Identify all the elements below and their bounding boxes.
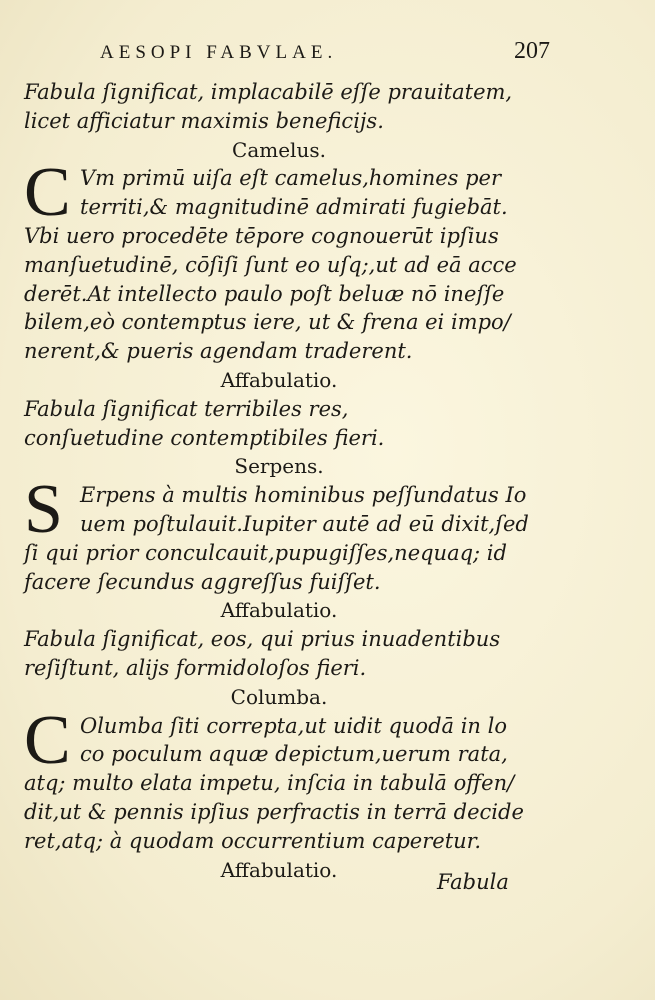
running-title: AESOPI FABVLAE. bbox=[100, 42, 338, 63]
line-text: Olumba ſiti correpta,ut uidit quodā in lo bbox=[80, 713, 507, 738]
text-line: manſuetudinē, cōſiſi ſunt eo uſq;,ut ad eā acce bbox=[24, 252, 517, 277]
drop-cap: S bbox=[24, 471, 63, 549]
line-text: territi,& magnitudinē admirati fugiebāt. bbox=[80, 195, 508, 220]
text-line bbox=[24, 510, 534, 539]
fable-heading: Columba. bbox=[230, 684, 328, 709]
text-line: bilem,eò contemptus iere, ut & frena ei impo/ bbox=[24, 310, 511, 335]
text-line: conſuetudine contemptibiles fieri. bbox=[24, 425, 385, 450]
fable-heading: Affabulatio. bbox=[220, 857, 338, 882]
catchword: Fabula bbox=[437, 870, 509, 894]
line-text: Erpens à multis hominibus peſſundatus Io bbox=[80, 483, 527, 508]
text-line bbox=[24, 740, 534, 769]
line-text: Vm primū uiſa eſt camelus,homines per bbox=[80, 166, 502, 191]
text-line: ſi qui prior conculcauit,pupugiſſes,nequaq; id bbox=[24, 540, 507, 565]
text-line: derēt.At intellecto paulo poſt beluæ nō ineſſe bbox=[24, 281, 505, 306]
text-line: Fabula ſignificat terribiles res, bbox=[24, 396, 349, 421]
text-block bbox=[24, 78, 534, 884]
text-line: Vbi uero procedēte tēpore cognouerūt ipſius bbox=[24, 223, 499, 248]
line-text: uem poſtulauit.Iupiter autē ad eū dixit,ſed bbox=[80, 511, 529, 536]
text-line: ret,atq; à quodam occurrentium caperetur. bbox=[24, 828, 482, 853]
fable-heading: Affabulatio. bbox=[220, 598, 338, 623]
fable-heading: Serpens. bbox=[234, 454, 324, 479]
line-text: co poculum aquæ depictum,uerum rata, bbox=[80, 742, 508, 767]
text-line: Fabula ſignificat, implacabilē eſſe prauitatem, bbox=[24, 80, 513, 104]
text-line: facere ſecundus aggreſſus fuiſſet. bbox=[24, 569, 381, 594]
text-line: nerent,& pueris agendam traderent. bbox=[24, 339, 413, 364]
fable-heading: Affabulatio. bbox=[220, 367, 338, 392]
text-line: Fabula ſignificat, eos, qui prius inuadentibus bbox=[24, 627, 501, 652]
page-number: 207 bbox=[514, 38, 550, 64]
text-line: dit,ut & pennis ipſius perfractis in terrā decide bbox=[24, 799, 524, 824]
running-head bbox=[100, 38, 550, 68]
fable-heading: Camelus. bbox=[232, 137, 326, 162]
text-line: reſiſtunt, alijs formidoloſos fieri. bbox=[24, 655, 367, 680]
drop-cap: C bbox=[24, 154, 71, 232]
text-line bbox=[24, 193, 534, 222]
text-line: atq; multo elata impetu, inſcia in tabulā offen/ bbox=[24, 771, 515, 796]
drop-cap: C bbox=[24, 701, 71, 779]
text-line: licet afficiatur maximis beneficijs. bbox=[24, 108, 384, 133]
